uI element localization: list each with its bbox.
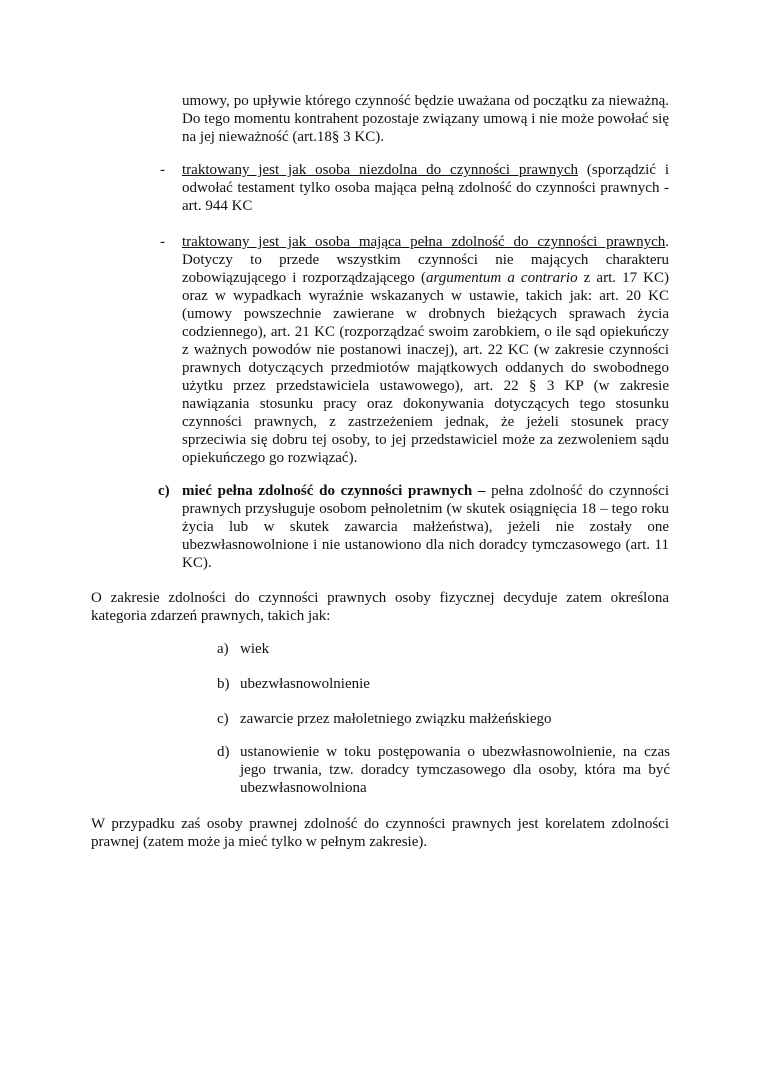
list-marker: a) <box>217 641 229 657</box>
bullet-text: (sporządzić i odwołać testament tylko osoba mająca pełną zdolność do czynności prawnych - art. 944 KC <box>182 162 670 214</box>
list-marker: b) <box>217 676 230 692</box>
bullet-underlined-text: traktowany jest jak osoba mająca pełna zdolność do czynności prawnych <box>182 234 666 250</box>
item-c-heading: mieć pełna zdolność do czynności prawnych – <box>182 483 486 499</box>
list-marker: d) <box>217 744 230 760</box>
list-item: ubezwłasnowolnienie <box>240 676 370 692</box>
item-c-paragraph <box>182 482 669 572</box>
item-c-text: pełna zdolność do czynności prawnych przysługuje osobom pełnoletnim (w skutek osiągnięcia 18 – tego roku życia lub w skutek zawarcia małżeństwa), jeżeli nie zostały one ubezwłasnowolnione i nie ustanowiono dla nich doradcy tymczasowego (art. 11 KC). <box>182 483 669 571</box>
body-paragraph: W przypadku zaś osoby prawnej zdolność do czynności prawnych jest korelatem zdolności prawnej (zatem może ja mieć tylko w pełnym zakresie). <box>91 816 669 850</box>
item-c-marker: c) <box>158 483 170 499</box>
list-item: wiek <box>240 641 270 657</box>
body-paragraph: O zakresie zdolności do czynności prawnych osoby fizycznej decyduje zatem określona kategoria zdarzeń prawnych, takich jak: <box>91 590 669 624</box>
bullet-marker: - <box>160 234 165 250</box>
list-marker: c) <box>217 711 229 727</box>
list-item: zawarcie przez małoletniego związku małżeńskiego <box>240 711 552 727</box>
list-item: ustanowienie w toku postępowania o ubezwłasnowolnienie, na czas jego trwania, tzw. doradcy tymczasowego dla osoby, która ma być ubezwłasnowolniona <box>240 744 670 796</box>
bullet-text-continued: z art. 17 KC) oraz w wypadkach wyraźnie wskazanych w ustawie, takich jak: art. 20 KC (umowy powszechnie zawierane w drobnych bieżących sprawach życia codziennego), art. 21 KC (rozporządzać swoim zarobkiem, o ile sąd opiekuńczy z ważnych powodów nie postanowi inaczej), art. 22 KC (w zakresie czynności prawnych dotyczących przedmiotów majątkowych oddanych do swobodnego użytku przez przedstawiciela ustawowego), art. 22 § 3 KP (w zakresie nawiązania stosunku pracy oraz dokonywania dotyczących tego stosunku czynności prawnych, z zastrzeżeniem jednak, że jeżeli stosunek pracy sprzeciwia się dobru tej osoby, to jej przedstawiciel może za zezwoleniem sądu opiekuńczego go rozwiązać). <box>182 270 670 466</box>
bullet-item-incapable <box>182 161 669 215</box>
bullet-item-full-capacity <box>182 233 669 467</box>
bullet-marker: - <box>160 162 165 178</box>
latin-phrase: argumentum a contrario <box>425 270 578 286</box>
bullet-text: . Dotyczy to przede wszystkim czynności nie mających charakteru zobowiązującego i rozporządzającego ( <box>182 234 669 286</box>
bullet-underlined-text: traktowany jest jak osoba niezdolna do czynności prawnych <box>182 162 579 178</box>
continuation-paragraph: umowy, po upływie którego czynność będzie uważana od początku za nieważną. Do tego momentu kontrahent pozostaje związany umową i nie może powołać się na jej nieważność (art.18§ 3 KC). <box>182 93 669 145</box>
